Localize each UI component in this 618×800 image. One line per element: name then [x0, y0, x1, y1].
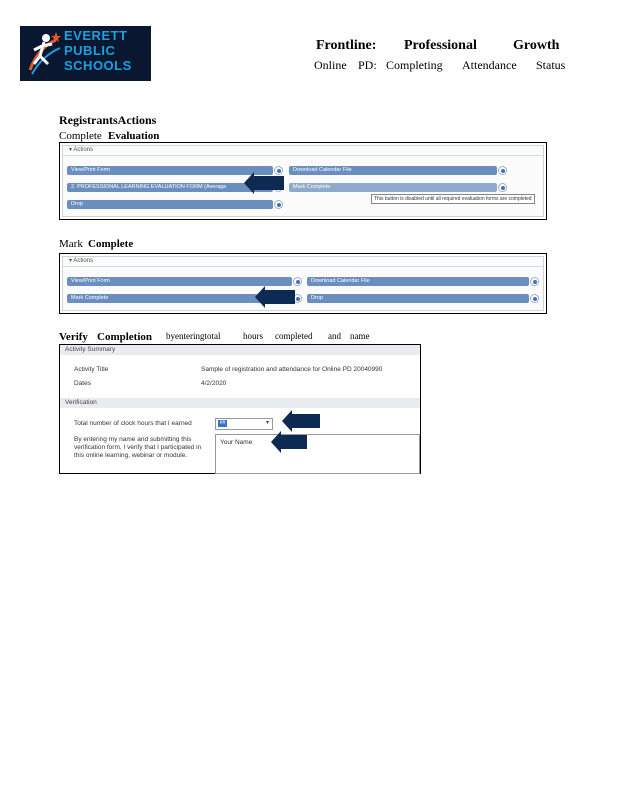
section3-word-completed: completed — [275, 331, 313, 341]
pointer-arrow-icon — [254, 176, 284, 190]
section1-sub-bold: Evaluation — [108, 130, 160, 142]
header-word-completing: Completing — [386, 58, 443, 72]
help-icon[interactable] — [498, 166, 507, 175]
hours-select[interactable] — [215, 418, 273, 430]
pointer-arrow-icon — [281, 435, 307, 449]
section2-plain: Mark — [59, 238, 83, 250]
activity-summary-header: Activity Summary — [60, 345, 420, 355]
mark-complete-button[interactable]: Mark Complete — [289, 183, 497, 192]
actions-header[interactable]: ▾ Actions — [63, 257, 543, 267]
logo-line-schools: SCHOOLS — [64, 58, 132, 73]
verification-statement: By entering my name and submitting this verification form, I verify that I participated in this online learning, webinar or module. — [74, 436, 202, 459]
download-calendar-button[interactable]: Download Calendar File — [289, 166, 497, 175]
name-textarea[interactable] — [215, 434, 420, 474]
chevron-down-icon: ▾ — [265, 420, 269, 426]
section3-word-and: and — [328, 331, 341, 341]
section1-title: RegistrantsActions — [59, 113, 157, 127]
help-icon[interactable] — [530, 294, 539, 303]
section3-word-verify: Verify — [59, 331, 88, 343]
download-calendar-button[interactable]: Download Calendar File — [307, 277, 529, 286]
dates-value: 4/2/2020 — [201, 380, 227, 387]
view-print-form-button[interactable]: View/Print Form — [67, 277, 292, 286]
evaluation-form-button[interactable]: 2. PROFESSIONAL LEARNING EVALUATION FORM (Average — [67, 183, 273, 192]
help-icon[interactable] — [293, 277, 302, 286]
disabled-tooltip: This button is disabled until all required evaluation forms are completed — [371, 194, 535, 204]
verification-form — [59, 344, 421, 474]
header-word-attendance: Attendance — [462, 58, 517, 72]
header-word-frontline: Frontline: — [316, 38, 377, 53]
help-icon[interactable] — [274, 200, 283, 209]
section2-bold: Complete — [88, 238, 134, 250]
actions-header[interactable]: ▾ Actions — [63, 146, 543, 156]
district-logo — [20, 26, 151, 81]
drop-button[interactable]: Drop — [307, 294, 529, 303]
name-value: Your Name — [220, 439, 253, 446]
view-print-form-button[interactable]: View/Print Form — [67, 166, 273, 175]
pointer-arrow-icon — [265, 290, 295, 304]
activity-title-label: Activity Title — [74, 366, 109, 373]
pointer-arrow-icon — [292, 414, 320, 428]
logo-line-public: PUBLIC — [64, 43, 116, 58]
section3-word-completion: Completion — [97, 331, 152, 343]
hours-label: Total number of clock hours that I earned — [74, 420, 192, 427]
logo-text — [64, 28, 132, 73]
header-word-online: Online — [314, 58, 347, 72]
help-icon[interactable] — [530, 277, 539, 286]
section3-word-hours: hours — [243, 331, 263, 341]
section3-word-name: name — [350, 331, 370, 341]
actions-panel-2 — [59, 253, 547, 314]
header-word-pd: PD: — [358, 58, 377, 72]
runner-figure-icon — [26, 30, 62, 76]
header-word-growth: Growth — [513, 38, 560, 53]
section1-sub-plain: Complete — [59, 130, 102, 142]
mark-complete-button[interactable]: Mark Complete — [67, 294, 292, 303]
drop-button[interactable]: Drop — [67, 200, 273, 209]
help-icon[interactable] — [274, 166, 283, 175]
actions-panel-1 — [59, 142, 547, 220]
header-word-professional: Professional — [404, 38, 477, 53]
help-icon[interactable] — [498, 183, 507, 192]
header-word-status: Status — [536, 58, 566, 72]
logo-line-everett: EVERETT — [64, 28, 128, 43]
dates-label: Dates — [74, 380, 91, 387]
section3-word-byenteringtotal: byenteringtotal — [166, 331, 221, 341]
hours-value: ## — [219, 420, 226, 426]
verification-header: Verification — [60, 398, 420, 408]
activity-title-value: Sample of registration and attendance for Online PD 20040990 — [201, 366, 383, 373]
